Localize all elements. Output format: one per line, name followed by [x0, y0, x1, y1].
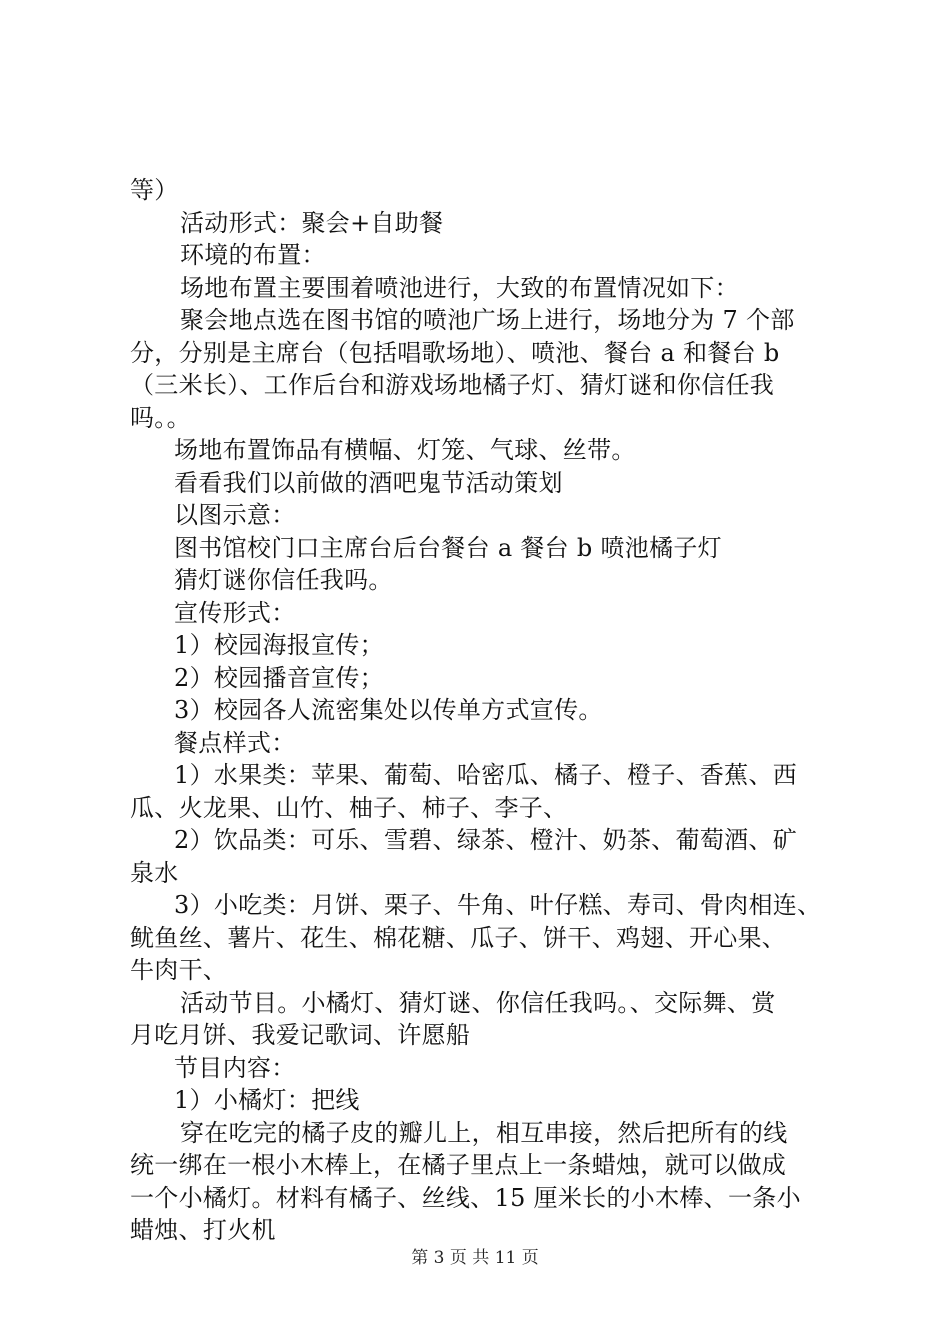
- text-line: 场地布置饰品有横幅、灯笼、气球、丝带。: [174, 436, 636, 464]
- text-line: 月吃月饼、我爱记歌词、许愿船: [130, 1021, 471, 1049]
- text-line: 泉水: [130, 858, 179, 887]
- text-line: 瓜、火龙果、山竹、柚子、柿子、李子、: [130, 793, 568, 822]
- text-line: 环境的布置：: [180, 241, 326, 269]
- document-body: [130, 174, 850, 1247]
- text-line: 活动节目。小橘灯、猜灯谜、你信任我吗。、交际舞、赏: [180, 988, 776, 1017]
- text-line: 宣传形式：: [174, 598, 296, 627]
- text-line: 3）小吃类：月饼、栗子、牛角、叶仔糕、寿司、骨肉相连、: [174, 891, 822, 919]
- text-line: 穿在吃完的橘子皮的瓣儿上，相互串接，然后把所有的线: [180, 1118, 788, 1147]
- text-line: 1）小橘灯：把线: [174, 1086, 360, 1114]
- text-line: 牛肉干、: [130, 956, 228, 984]
- text-line: 活动形式：聚会+自助餐: [180, 208, 444, 237]
- text-line: 2）饮品类：可乐、雪碧、绿茶、橙汁、奶茶、葡萄酒、矿: [174, 826, 798, 854]
- text-line: 吗。。: [130, 403, 191, 432]
- page-footer: 第 3 页 共 11 页: [411, 1248, 539, 1268]
- text-line: 鱿鱼丝、薯片、花生、棉花糖、瓜子、饼干、鸡翅、开心果、: [130, 923, 787, 952]
- text-line: 2）校园播音宣传；: [174, 663, 384, 692]
- text-line: 以图示意：: [174, 501, 296, 529]
- text-line: 等）: [130, 176, 179, 204]
- text-line: 1）水果类：苹果、葡萄、哈密瓜、橘子、橙子、香蕉、西: [174, 761, 798, 789]
- text-line: 餐点样式：: [174, 728, 296, 757]
- text-line: 统一绑在一根小木棒上，在橘子里点上一条蜡烛，就可以做成: [130, 1151, 787, 1179]
- text-line: 1）校园海报宣传；: [174, 631, 384, 659]
- text-line: 看看我们以前做的酒吧鬼节活动策划: [174, 468, 563, 497]
- text-line: 猜灯谜你信任我吗。: [174, 566, 393, 594]
- text-line: 场地布置主要围着喷池进行，大致的布置情况如下：: [180, 273, 739, 302]
- text-line: 一个小橘灯。材料有橘子、丝线、15 厘米长的小木棒、一条小: [130, 1183, 801, 1212]
- text-line: 聚会地点选在图书馆的喷池广场上进行，场地分为 7 个部: [180, 306, 795, 334]
- text-line: 图书馆校门口主席台后台餐台 a 餐台 b 喷池橘子灯: [174, 533, 722, 562]
- text-line: 分，分别是主席台（包括唱歌场地）、喷池、餐台 a 和餐台 b: [130, 338, 780, 367]
- text-line: 蜡烛、打火机: [130, 1216, 276, 1244]
- text-line: （三米长）、工作后台和游戏场地橘子灯、猜灯谜和你信任我: [130, 371, 775, 399]
- text-line: 3）校园各人流密集处以传单方式宣传。: [174, 696, 603, 724]
- text-line: 节目内容：: [174, 1053, 296, 1082]
